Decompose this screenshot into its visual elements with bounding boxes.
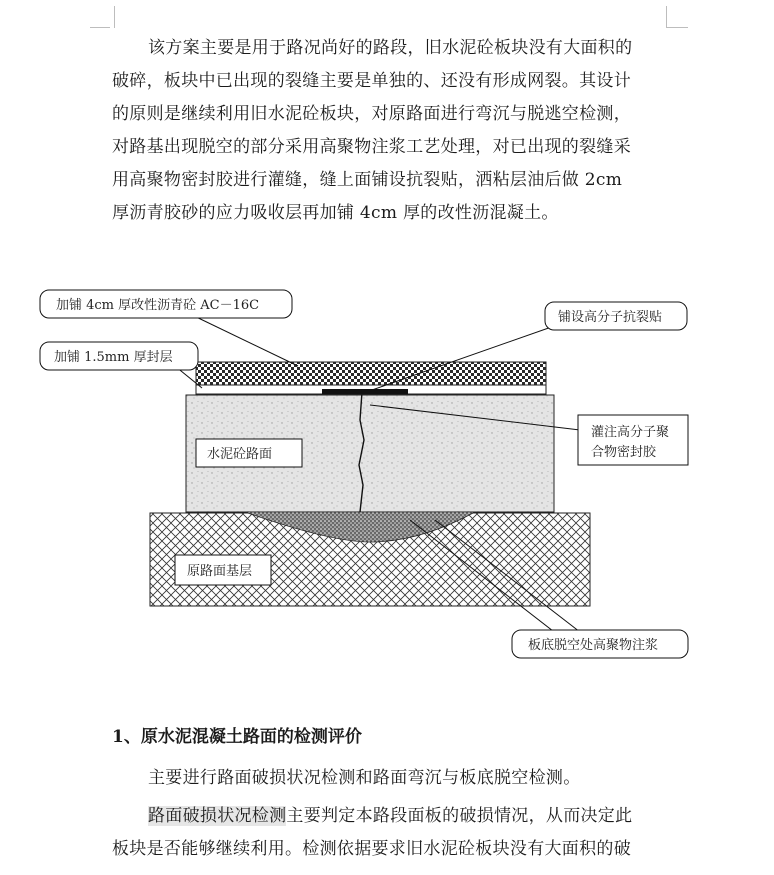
anti-crack-tape [322, 389, 408, 394]
paragraph-line: 破碎，板块中已出现的裂缝主要是单独的、还没有形成网裂。其设计 [112, 71, 631, 91]
paragraph-line [112, 800, 672, 833]
paragraph-line: 板块是否能够继续利用。检测依据要求旧水泥砼板块没有大面积的破 [112, 839, 631, 859]
margin-corner-mark [666, 27, 688, 28]
paragraph-line: 厚沥青胶砂的应力吸收层再加铺 4cm 厚的改性沥混凝土。 [112, 203, 559, 223]
paragraph-line: 的原则是继续利用旧水泥砼板块，对原路面进行弯沉与脱逃空检测， [112, 104, 631, 124]
paragraph-line: 用高聚物密封胶进行灌缝，缝上面铺设抗裂贴，洒粘层油后做 2cm [112, 170, 623, 190]
callout-grout-text: 板底脱空处高聚物注浆 [528, 638, 659, 653]
callout-anticrack-text: 铺设高分子抗裂贴 [558, 310, 663, 325]
intro-paragraph [112, 32, 672, 230]
callout-sealant-text-2: 合物密封胶 [591, 445, 657, 460]
section-paragraph [112, 762, 672, 795]
callout-overlay-text: 加铺 4cm 厚改性沥青砼 AC－16C [56, 298, 260, 313]
section-heading: 1、原水泥混凝土路面的检测评价 [112, 727, 362, 747]
paragraph-line: 该方案主要是用于路况尚好的路段，旧水泥砼板块没有大面积的 [148, 38, 633, 58]
base-label-text: 原路面基层 [187, 564, 253, 579]
callout-sealant-text-1: 灌注高分子聚 [591, 425, 670, 440]
margin-corner-mark [90, 27, 110, 28]
section-paragraph [112, 800, 672, 866]
margin-corner-mark [666, 6, 667, 28]
asphalt-overlay-layer [196, 362, 546, 385]
concrete-label-text: 水泥砼路面 [207, 447, 273, 462]
highlighted-term[interactable]: 路面破损状况检测 [148, 806, 287, 826]
paragraph-line: 主要进行路面破损状况检测和路面弯沉与板底脱空检测。 [148, 768, 581, 788]
pavement-structure-diagram [0, 280, 774, 670]
paragraph-line: 对路基出现脱空的部分采用高聚物注浆工艺处理，对已出现的裂缝采 [112, 137, 631, 157]
margin-corner-mark [110, 6, 115, 28]
callout-seal-text: 加铺 1.5mm 厚封层 [54, 350, 173, 365]
paragraph-text: 主要判定本路段面板的破损情况，从而决定此 [286, 806, 633, 826]
